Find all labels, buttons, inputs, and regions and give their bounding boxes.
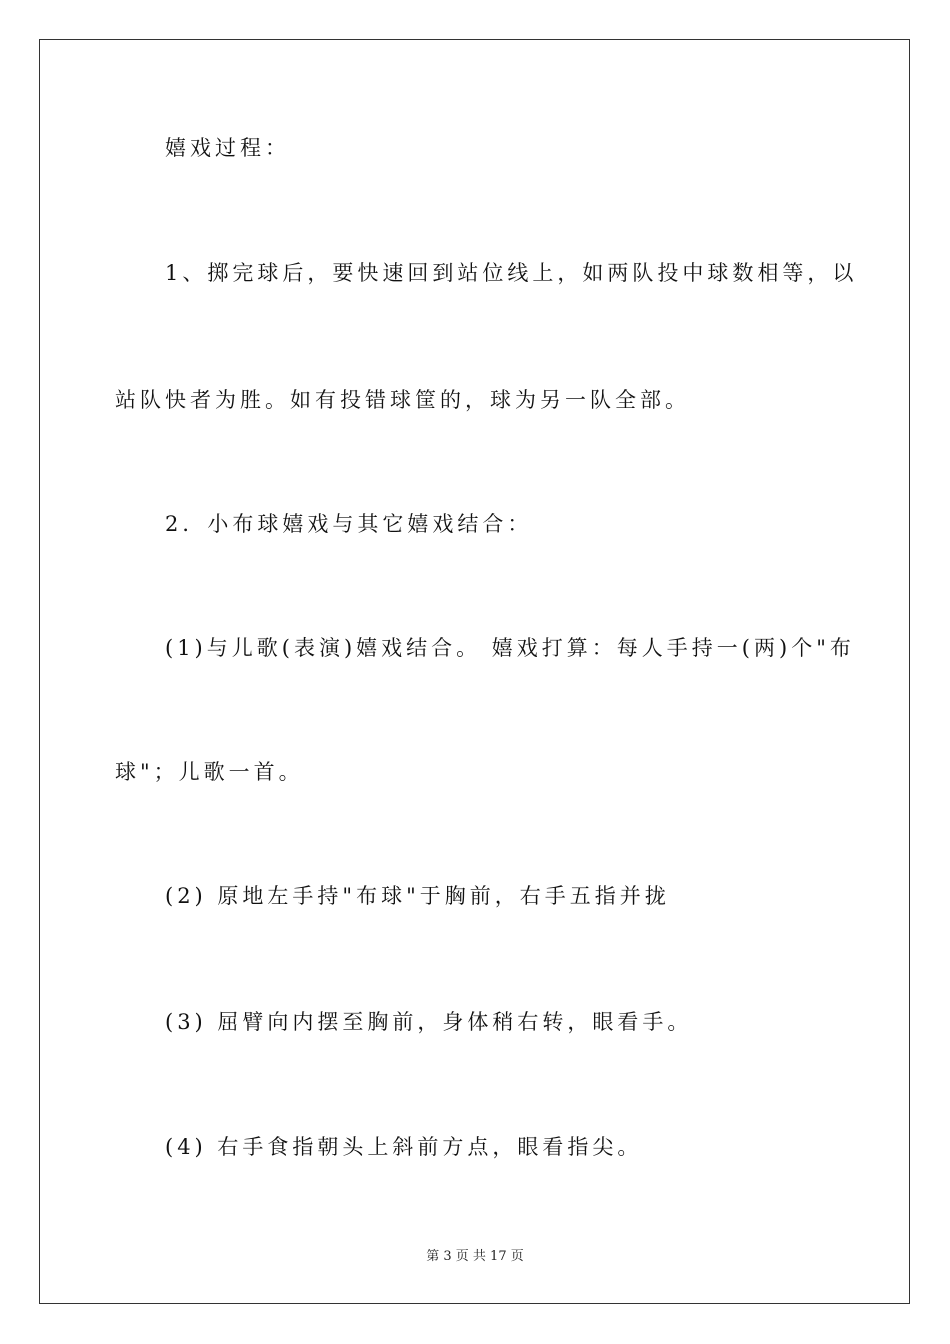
paragraph-line: (1)与儿歌(表演)嬉戏结合。 嬉戏打算：每人手持一(两)个"布 [165,636,855,660]
paragraph-line: (3) 屈臂向内摆至胸前，身体稍右转，眼看手。 [165,1010,693,1034]
page-number-footer: 第 3 页 共 17 页 [426,1249,524,1264]
paragraph-line: 1、掷完球后，要快速回到站位线上，如两队投中球数相等，以 [165,261,858,285]
paragraph-line: (4) 右手食指朝头上斜前方点，眼看指尖。 [165,1135,643,1159]
paragraph-line: 站队快者为胜。如有投错球筐的，球为另一队全部。 [115,388,690,412]
paragraph-line: (2) 原地左手持"布球"于胸前，右手五指并拢 [165,884,670,908]
paragraph-line: 球"；儿歌一首。 [115,760,304,784]
section-heading: 嬉戏过程： [165,136,290,160]
page-border [39,39,910,1304]
paragraph-line: 2．小布球嬉戏与其它嬉戏结合： [165,512,533,536]
